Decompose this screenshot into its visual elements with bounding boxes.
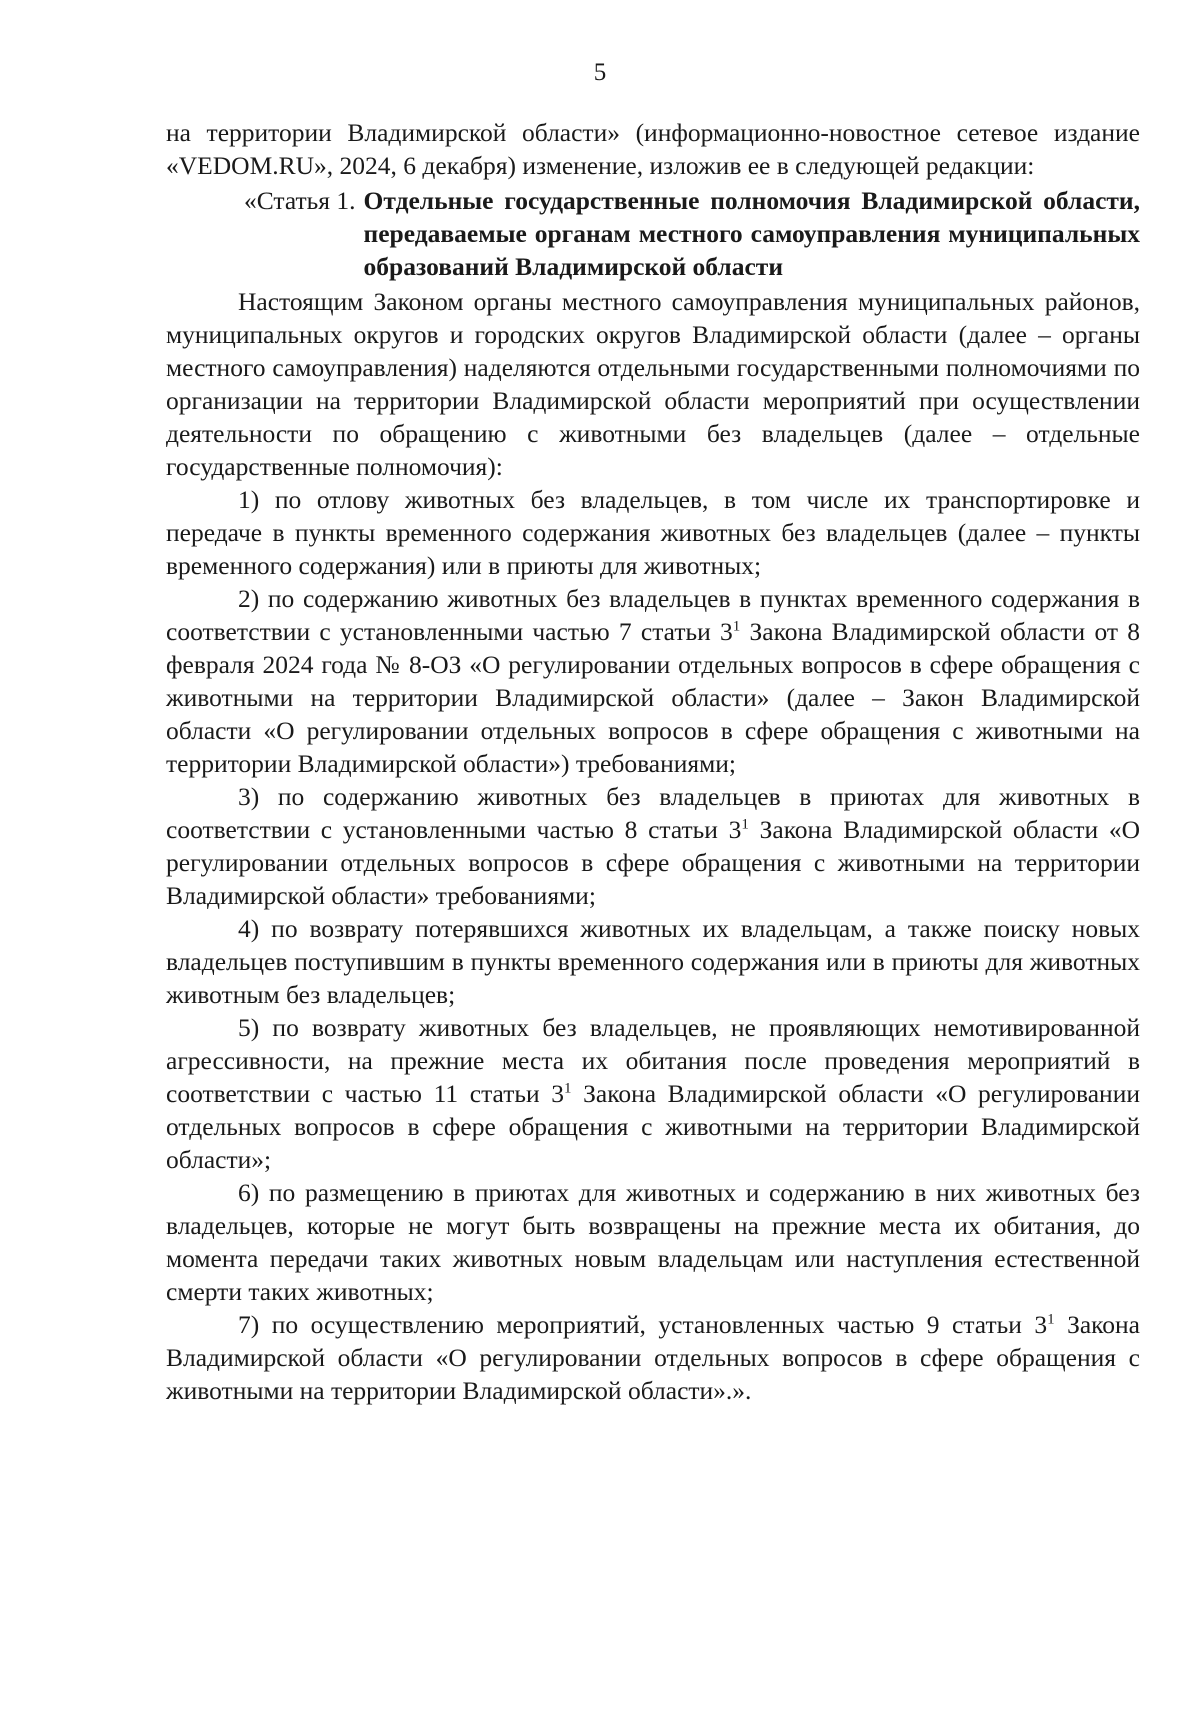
list-item-2-text-a: 2) по содержанию животных без владельцев в пунктах временного содержания в соответствии с установленными частью 7 статьи 3 bbox=[166, 584, 1140, 646]
article-title: Отдельные государственные полномочия Владимирской области, передаваемые органам местного самоуправления муниципальных образований Владимирской области bbox=[363, 186, 1140, 281]
list-item-7 bbox=[166, 1308, 1140, 1407]
superscript: 1 bbox=[1047, 1311, 1055, 1328]
list-item-2-text-b: Закона Владимирской области от 8 февраля 2024 года № 8-ОЗ «О регулировании отдельных вопросов в сфере обращения с животными на территории Владимирской области» (далее – Закон Владимирской области «О регулировании отдельных вопросов в сфере обращения с животными на территории Владимирской области») требованиями; bbox=[166, 617, 1141, 778]
list-item-5-text-b: Закона Владимирской области «О регулировании отдельных вопросов в сфере обращения с животными на территории Владимирской области»; bbox=[166, 1079, 1140, 1174]
list-item-4: 4) по возврату потерявшихся животных их владельцам, а также поиску новых владельцев поступившим в пункты временного содержания или в приюты для животных животным без владельцев; bbox=[166, 914, 1140, 1009]
list-item-6: 6) по размещению в приютах для животных и содержанию в них животных без владельцев, которые не могут быть возвращены на прежние места их обитания, до момента передачи таких животных новым владельцам или наступления естественной смерти таких животных; bbox=[166, 1178, 1140, 1306]
list-item-5-text-a: 5) по возврату животных без владельцев, не проявляющих немотивированной агрессивности, на прежние места их обитания после проведения мероприятий в соответствии с частью 11 статьи 3 bbox=[166, 1013, 1140, 1108]
document-body bbox=[166, 116, 1140, 1407]
list-item-3-text-b: Закона Владимирской области «О регулировании отдельных вопросов в сфере обращения с животными на территории Владимирской области» требованиями; bbox=[166, 815, 1141, 910]
list-item-7-text-a: 7) по осуществлению мероприятий, установленных частью 9 статьи 3 bbox=[238, 1310, 1048, 1339]
list-item-3 bbox=[166, 780, 1140, 912]
superscript: 1 bbox=[741, 816, 749, 833]
main-paragraph: Настоящим Законом органы местного самоуправления муниципальных районов, муниципальных округов и городских округов Владимирской области (далее – органы местного самоуправления) наделяются отдельными государственными полномочиями по организации на территории Владимирской области мероприятий при осуществлении деятельности по обращению с животными без владельцев (далее – отдельные государственные полномочия): bbox=[166, 287, 1140, 481]
page-number: 5 bbox=[593, 59, 607, 86]
intro-paragraph: на территории Владимирской области» (информационно-новостное сетевое издание «VEDOM.RU», 2024, 6 декабря) изменение, изложив ее в следующей редакции: bbox=[166, 118, 1140, 180]
article-label: «Статья 1. bbox=[244, 186, 356, 215]
superscript: 1 bbox=[732, 618, 741, 635]
list-item-3-text-a: 3) по содержанию животных без владельцев в приютах для животных в соответствии с установленными частью 8 статьи 3 bbox=[166, 782, 1140, 844]
article-heading bbox=[244, 184, 1140, 283]
superscript: 1 bbox=[564, 1080, 572, 1097]
list-item-7-text-b: Закона Владимирской области «О регулировании отдельных вопросов в сфере обращения с животными на территории Владимирской области».». bbox=[166, 1310, 1140, 1405]
list-item-5 bbox=[166, 1011, 1140, 1176]
list-item-1: 1) по отлову животных без владельцев, в том числе их транспортировке и передаче в пункты временного содержания животных без владельцев (далее – пункты временного содержания) или в приюты для животных; bbox=[166, 485, 1140, 580]
list-item-2 bbox=[166, 582, 1140, 780]
